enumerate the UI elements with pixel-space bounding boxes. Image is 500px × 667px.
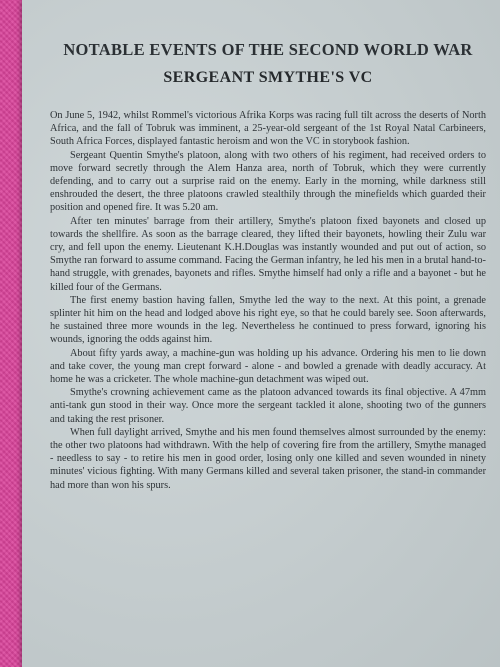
- article-title: SERGEANT SMYTHE'S VC: [163, 69, 373, 86]
- paragraph: When full daylight arrived, Smythe and his men found themselves almost surrounded by the enemy: the other two platoons had withdrawn. With the help of covering fire from the artillery, Smythe managed - needless to say - to retire his men in good order, losing only one killed and seven wounded in ninety minutes' vicious fighting. With many Germans killed and several taken prisoner, the stand-in commander had more than won his spurs.: [50, 426, 486, 491]
- paragraph: After ten minutes' barrage from their artillery, Smythe's platoon fixed bayonets and closed up towards the shellfire. As soon as the barrage cleared, they lifted their bayonets, howling their Zulu war cry, and fell upon the enemy. Lieutenant K.H.Douglas was instantly wounded and put out of action, so Smythe ran forward to assume command. Facing the German infantry, he led his men in a brutal hand-to-hand struggle, with grenades, bayonets and rifles. Smythe himself had only a rifle and a bayonet - but he killed four of the Germans.: [50, 215, 486, 293]
- paragraph: About fifty yards away, a machine-gun was holding up his advance. Ordering his men to lie down and take cover, the young man crept forward - alone - and bowled a grenade with deadly accuracy. At home he was a cricketer. The whole machine-gun detachment was wiped out.: [50, 347, 486, 386]
- paragraph: Smythe's crowning achievement came as the platoon advanced towards its final objective. A 47mm anti-tank gun stood in their way. Once more the sergeant tackled it alone, shooting two of the gunners and taking the rest prisoner.: [50, 387, 486, 425]
- series-title: NOTABLE EVENTS OF THE SECOND WORLD WAR: [63, 40, 473, 59]
- paragraph: On June 5, 1942, whilst Rommel's victorious Afrika Korps was racing full tilt across the deserts of North Africa, and the fall of Tobruk was imminent, a 25-year-old sergeant of the 1st Royal Natal Carbineers, South Africa Forces, displayed fantastic heroism and won the VC in storybook fashion.: [50, 110, 486, 148]
- paragraph: The first enemy bastion having fallen, Smythe led the way to the next. At this point, a grenade splinter hit him on the head and lodged above his right eye, so that he could barely see. Soon afterwards, he sustained three more wounds in the leg. Nevertheless he continued to press forward, ignoring his wounds, ignoring the odds against him.: [50, 294, 486, 346]
- book-page: [22, 0, 500, 667]
- article-body: [50, 109, 486, 492]
- page-content: [50, 40, 486, 492]
- paragraph: Sergeant Quentin Smythe's platoon, along with two others of his regiment, had received orders to move forward secretly through the Alem Hanza area, north of Tobruk, which they were currently defending, and to carry out a surprise raid on the enemy. Early in the morning, while darkness still enshrouded the desert, the three platoons crawled stealthily through the minefields which guarded their position and opened fire. It was 5.20 am.: [50, 149, 486, 214]
